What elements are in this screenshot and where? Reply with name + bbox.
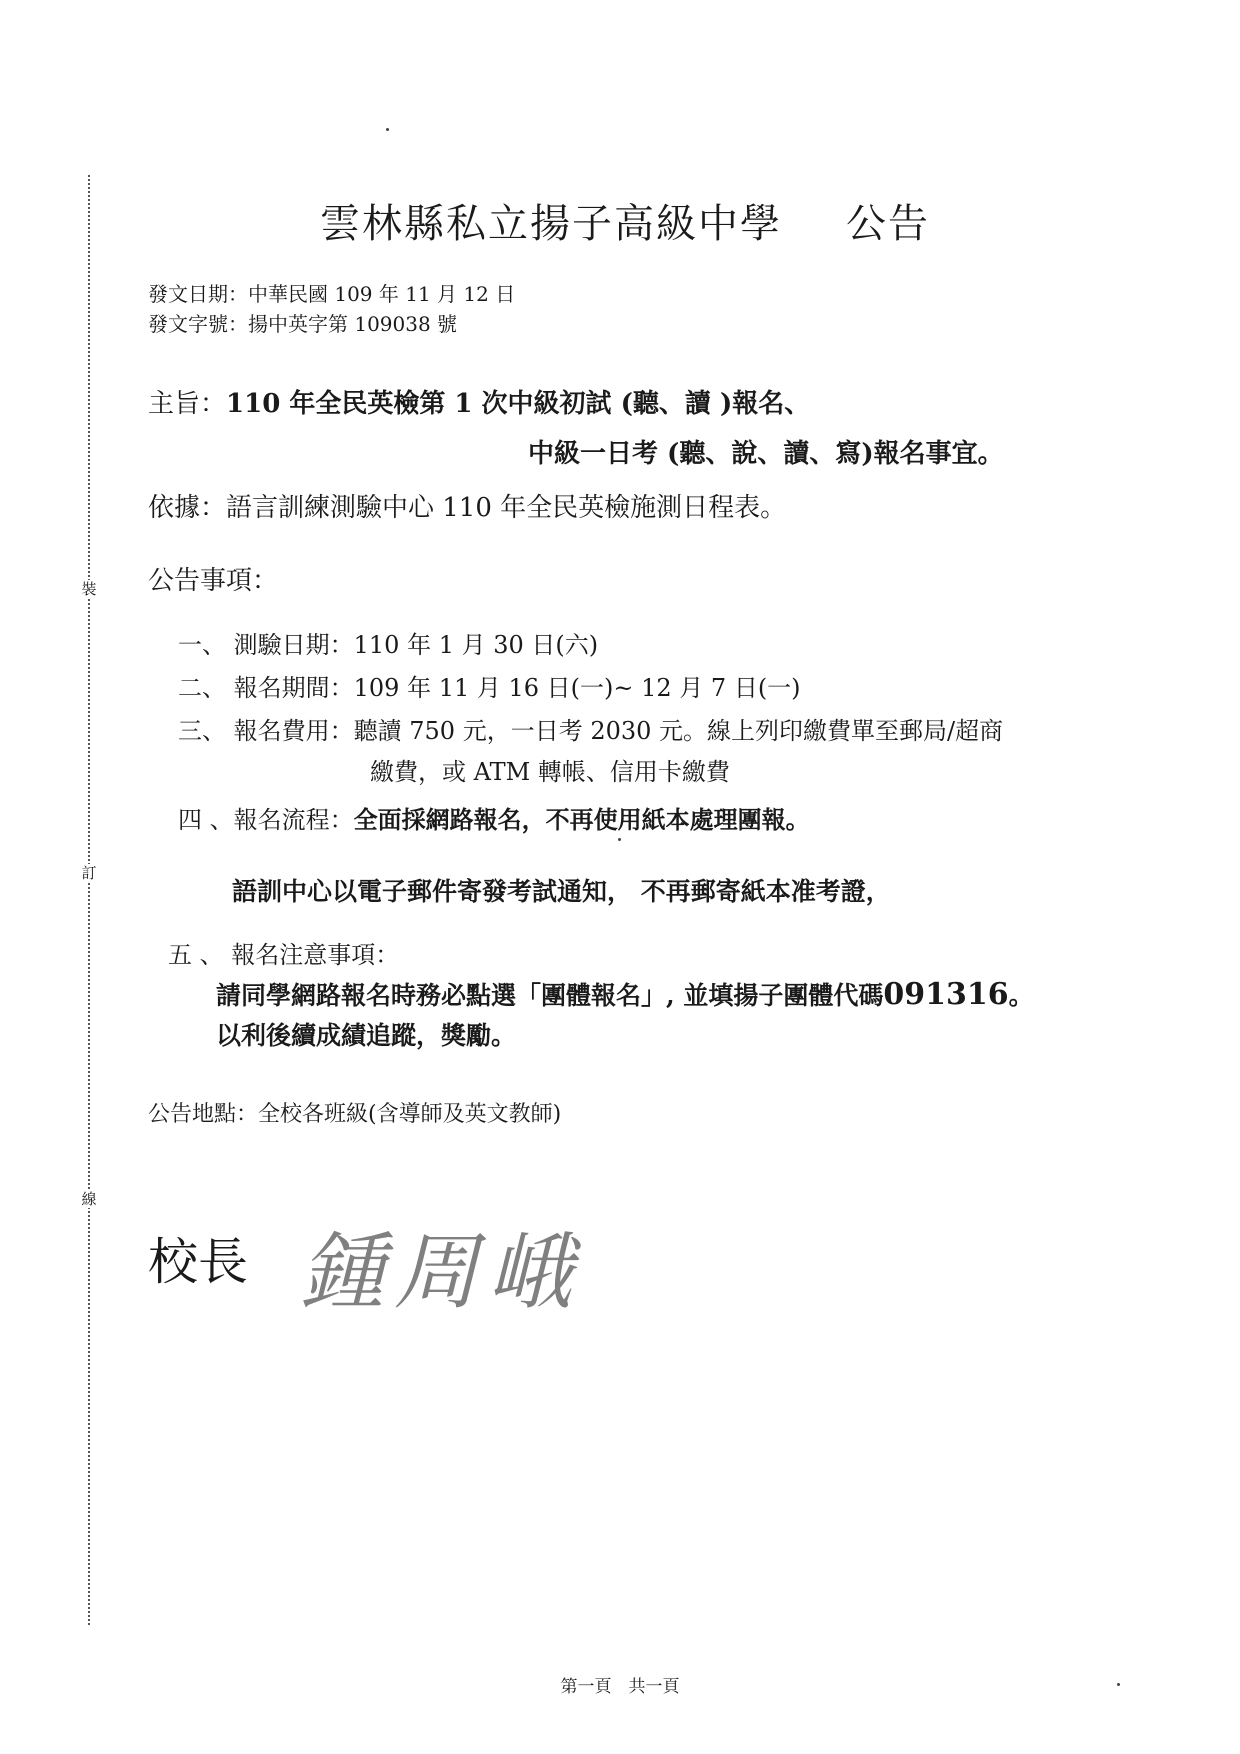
school-name: 雲林縣私立揚子高級中學 (320, 201, 782, 247)
subject-line-2: 中級一日考 (聽、說、讀、寫)報名事宜。 (528, 439, 1004, 469)
subject-text-1: 110 年全民英檢第 1 次中級初試 (聽、讀 )報名、 (226, 389, 811, 419)
binding-dotted-line (88, 175, 90, 1625)
subject-line-1 (148, 383, 810, 420)
subject-label: 主旨： (148, 389, 227, 419)
binding-char-ding: 訂 (81, 864, 97, 882)
principal-title: 校長 (148, 1233, 248, 1291)
notice-heading: 公告事項： (148, 566, 279, 596)
principal-signature: 鍾周峨 (300, 1223, 583, 1321)
notice-item-5-line-2: 以利後續成績追蹤，獎勵。 (216, 1021, 517, 1050)
notice-item-2: 二、 報名期間：109 年 11 月 16 日(一)~ 12 月 7 日(一) (178, 674, 801, 702)
binding-char-zhuang: 裝 (81, 580, 97, 598)
notice-item-5-line-1 (216, 976, 1034, 1012)
notice-item-4-label: 四 、報名流程： (178, 806, 354, 834)
notice-item-1: 一、 測驗日期：110 年 1 月 30 日(六) (178, 631, 599, 659)
notice-item-4-text: 全面採網路報名，不再使用紙本處理團報。 (353, 805, 810, 834)
notice-item-5-end: 。 (1008, 981, 1034, 1010)
notice-item-5-label: 五 、 報名注意事項： (168, 941, 400, 969)
document-type: 公告 (846, 201, 930, 247)
document-title (320, 192, 930, 249)
notice-item-4 (178, 800, 810, 835)
notice-item-5-text: 請同學網路報名時務必點選「團體報名」, 並填揚子團體代碼 (216, 981, 884, 1010)
notice-item-4-note: 語訓中心以電子郵件寄發考試通知， 不再郵寄紙本准考證， (232, 877, 891, 906)
page-footer: 第一頁 共一頁 (560, 1677, 680, 1697)
notice-item-3-line-2: 繳費，或 ATM 轉帳、信用卡繳費 (370, 758, 730, 786)
scan-speck (386, 128, 389, 131)
notice-location: 公告地點：全校各班級(含導師及英文教師) (148, 1102, 562, 1127)
issue-number: 發文字號：揚中英字第 109038 號 (148, 312, 458, 336)
notice-item-3-line-1: 三、 報名費用：聽讀 750 元，一日考 2030 元。線上列印繳費單至郵局/超商 (178, 717, 1004, 745)
basis-line: 依據：語言訓練測驗中心 110 年全民英檢施測日程表。 (148, 493, 787, 523)
scan-speck (1117, 1683, 1120, 1686)
issue-date: 發文日期：中華民國 109 年 11 月 12 日 (148, 282, 516, 306)
scan-speck (618, 838, 621, 841)
group-code: 091316 (883, 977, 1009, 1012)
binding-char-xian: 線 (81, 1190, 97, 1208)
